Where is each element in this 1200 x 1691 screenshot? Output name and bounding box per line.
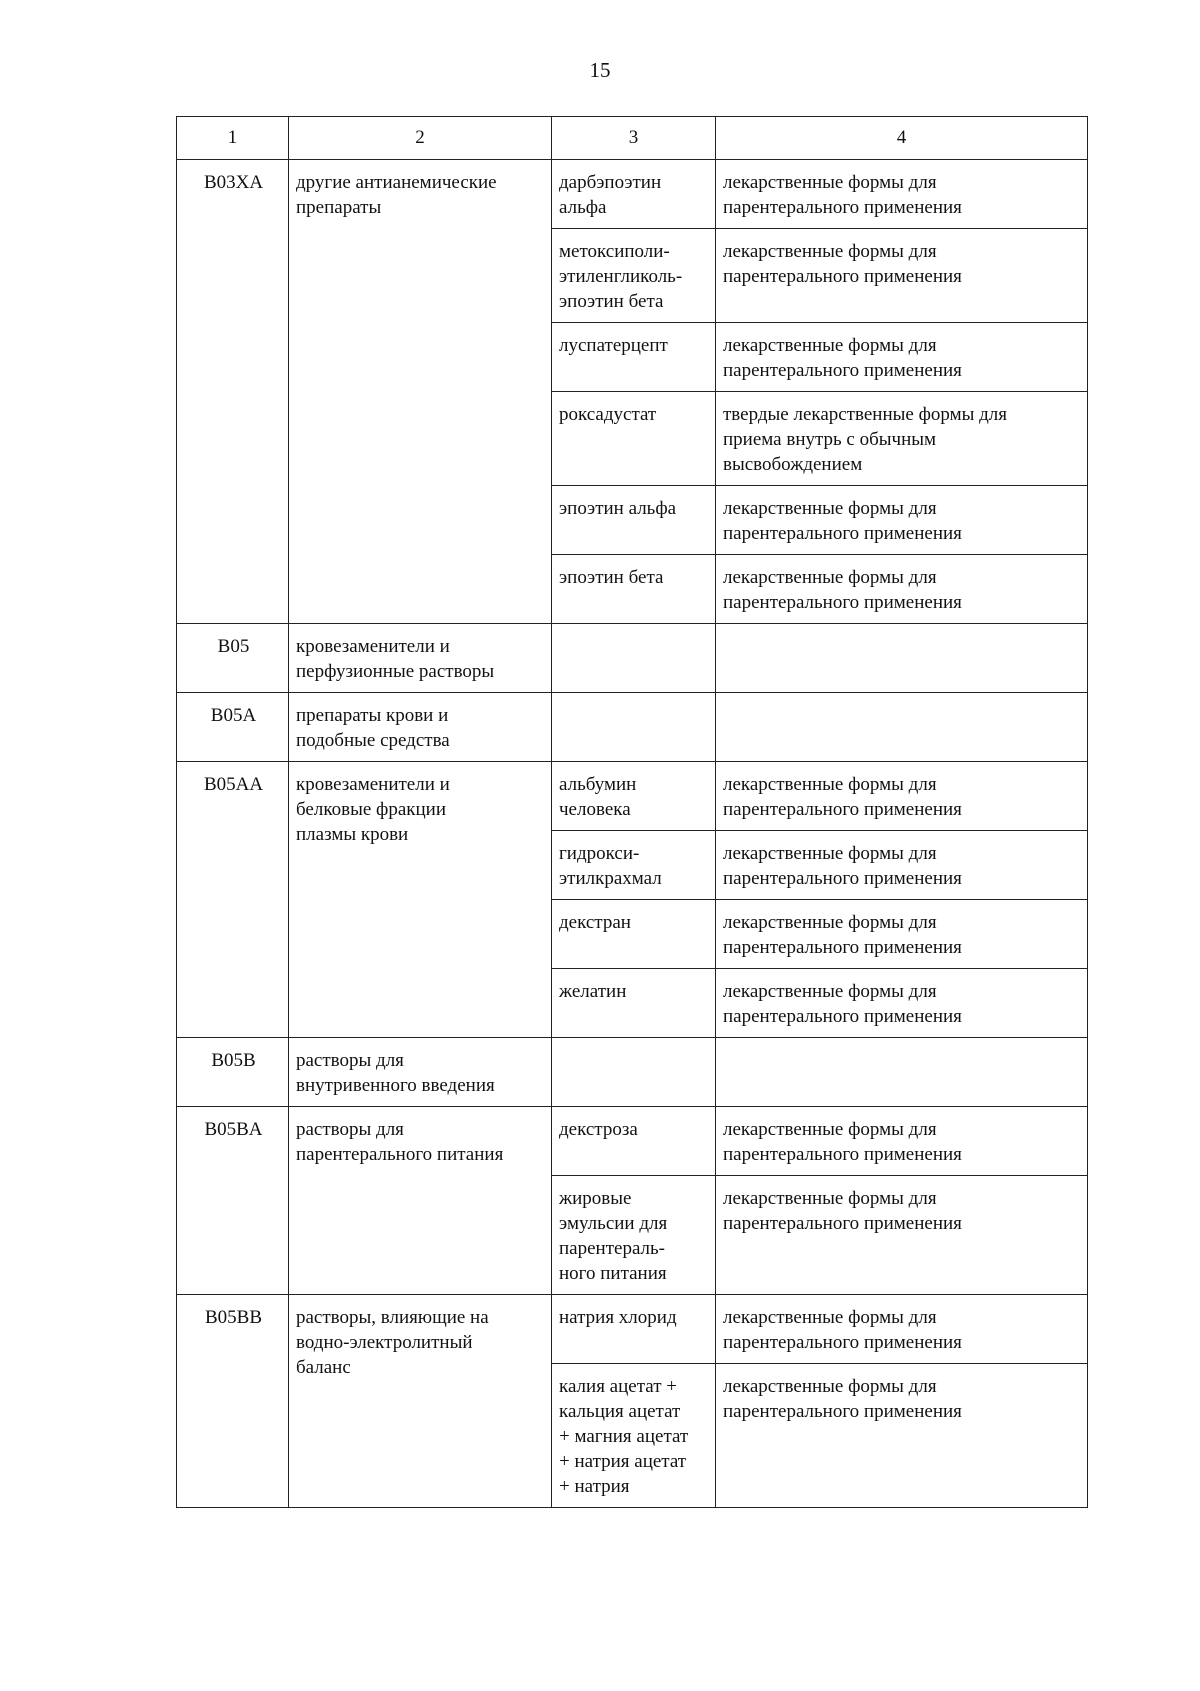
dosage-form-cell: лекарственные формы для парентерального применения xyxy=(716,229,1088,323)
dosage-form-cell xyxy=(716,1038,1088,1107)
table-row xyxy=(177,1107,1088,1176)
substance-cell: метоксиполи- этиленгликоль- эпоэтин бета xyxy=(552,229,716,323)
group-name-cell: растворы для парентерального питания xyxy=(289,1107,552,1295)
group-name-cell: растворы для внутривенного введения xyxy=(289,1038,552,1107)
atc-code-cell: B03XA xyxy=(177,160,289,624)
dosage-form-cell: лекарственные формы для парентерального применения xyxy=(716,900,1088,969)
table-body xyxy=(177,160,1088,1508)
substance-cell: декстран xyxy=(552,900,716,969)
substance-cell: натрия хлорид xyxy=(552,1295,716,1364)
substance-cell xyxy=(552,693,716,762)
dosage-form-cell xyxy=(716,624,1088,693)
substance-cell: дарбэпоэтин альфа xyxy=(552,160,716,229)
drug-classification-table xyxy=(176,116,1088,1508)
substance-cell: альбумин человека xyxy=(552,762,716,831)
substance-cell: гидрокси- этилкрахмал xyxy=(552,831,716,900)
dosage-form-cell: лекарственные формы для парентерального применения xyxy=(716,1364,1088,1508)
atc-code-cell: B05B xyxy=(177,1038,289,1107)
table-row xyxy=(177,624,1088,693)
dosage-form-cell: лекарственные формы для парентерального применения xyxy=(716,762,1088,831)
group-name-cell: растворы, влияющие на водно-электролитный баланс xyxy=(289,1295,552,1508)
atc-code-cell: B05BA xyxy=(177,1107,289,1295)
substance-cell: жировые эмульсии для парентераль- ного питания xyxy=(552,1176,716,1295)
dosage-form-cell: лекарственные формы для парентерального применения xyxy=(716,969,1088,1038)
group-name-cell: другие антианемические препараты xyxy=(289,160,552,624)
table-row xyxy=(177,693,1088,762)
dosage-form-cell: лекарственные формы для парентерального применения xyxy=(716,1176,1088,1295)
column-header-3: 3 xyxy=(552,117,716,160)
table-row xyxy=(177,1038,1088,1107)
dosage-form-cell: лекарственные формы для парентерального применения xyxy=(716,160,1088,229)
substance-cell: калия ацетат + кальция ацетат + магния ацетат + натрия ацетат + натрия xyxy=(552,1364,716,1508)
column-header-2: 2 xyxy=(289,117,552,160)
dosage-form-cell xyxy=(716,693,1088,762)
page-number: 15 xyxy=(589,58,611,82)
substance-cell: роксадустат xyxy=(552,392,716,486)
dosage-form-cell: лекарственные формы для парентерального применения xyxy=(716,1107,1088,1176)
group-name-cell: кровезаменители и белковые фракции плазмы крови xyxy=(289,762,552,1038)
dosage-form-cell: лекарственные формы для парентерального применения xyxy=(716,486,1088,555)
dosage-form-cell: лекарственные формы для парентерального применения xyxy=(716,1295,1088,1364)
table-row xyxy=(177,1295,1088,1364)
atc-code-cell: B05BB xyxy=(177,1295,289,1508)
substance-cell: луспатерцепт xyxy=(552,323,716,392)
table-header-row xyxy=(177,117,1088,160)
dosage-form-cell: твердые лекарственные формы для приема внутрь с обычным высвобождением xyxy=(716,392,1088,486)
substance-cell: эпоэтин бета xyxy=(552,555,716,624)
group-name-cell: кровезаменители и перфузионные растворы xyxy=(289,624,552,693)
dosage-form-cell: лекарственные формы для парентерального применения xyxy=(716,831,1088,900)
dosage-form-cell: лекарственные формы для парентерального применения xyxy=(716,555,1088,624)
atc-code-cell: B05 xyxy=(177,624,289,693)
column-header-1: 1 xyxy=(177,117,289,160)
substance-cell: желатин xyxy=(552,969,716,1038)
column-header-4: 4 xyxy=(716,117,1088,160)
dosage-form-cell: лекарственные формы для парентерального применения xyxy=(716,323,1088,392)
group-name-cell: препараты крови и подобные средства xyxy=(289,693,552,762)
substance-cell xyxy=(552,1038,716,1107)
table-row xyxy=(177,160,1088,229)
table-row xyxy=(177,762,1088,831)
atc-code-cell: B05AA xyxy=(177,762,289,1038)
substance-cell: эпоэтин альфа xyxy=(552,486,716,555)
substance-cell xyxy=(552,624,716,693)
substance-cell: декстроза xyxy=(552,1107,716,1176)
atc-code-cell: B05A xyxy=(177,693,289,762)
